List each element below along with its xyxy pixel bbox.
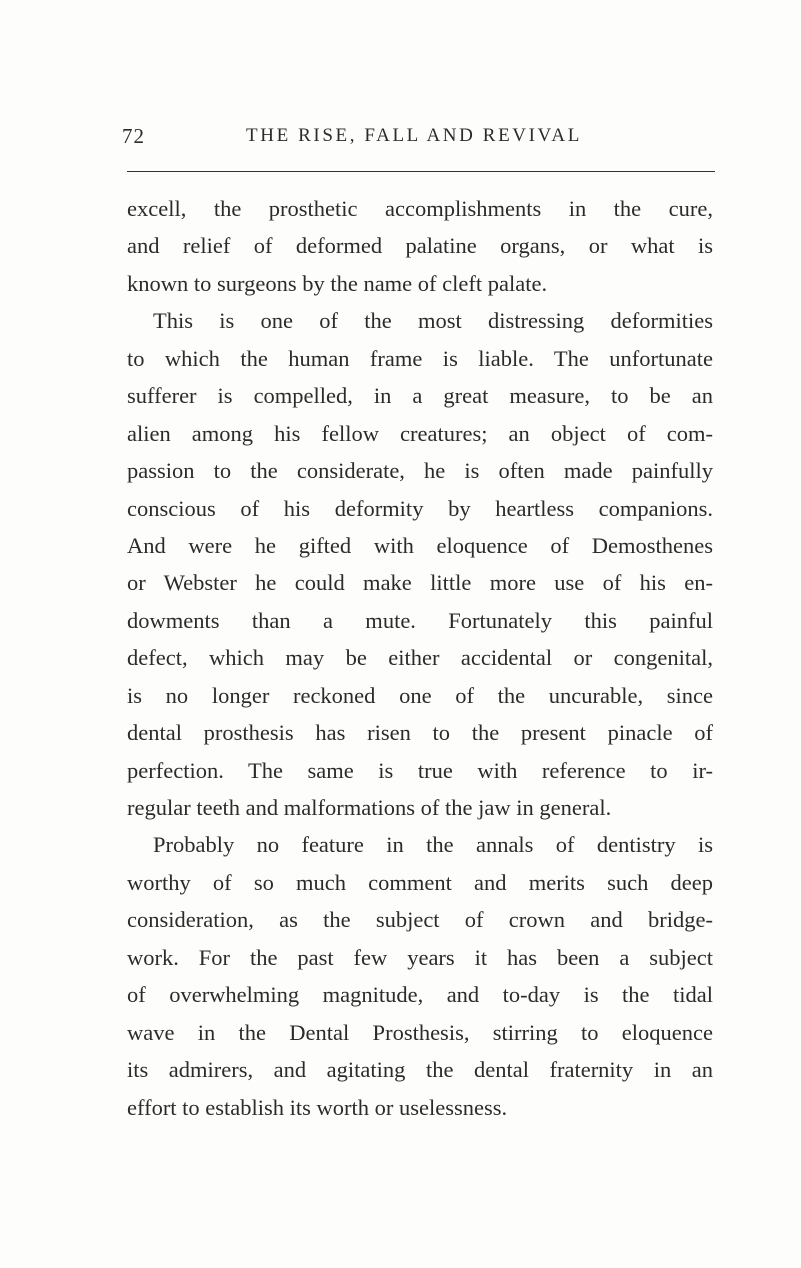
text-line: excell, the prosthetic accomplishments in the cure,: [127, 196, 713, 221]
text-line: to which the human frame is liable. The unfortunate: [127, 345, 713, 371]
text-line: dental prosthesis has risen to the present pinacle of: [127, 720, 713, 746]
running-head: [122, 124, 706, 154]
text-line: regular teeth and malformations of the jaw in general.: [127, 795, 612, 820]
text-line: perfection. The same is true with reference to ir-: [127, 757, 713, 783]
text-line: passion to the considerate, he is often made painfully: [127, 458, 713, 484]
text-line: is no longer reckoned one of the uncurable, since: [127, 682, 713, 708]
text-line: consideration, as the subject of crown and bridge-: [127, 907, 713, 933]
text-line: dowments than a mute. Fortunately this painful: [127, 607, 713, 633]
text-line: defect, which may be either accidental or congenital,: [127, 645, 713, 671]
page-number: 72: [122, 124, 145, 148]
header-rule: [127, 171, 715, 172]
text-line: or Webster he could make little more use of his en-: [127, 570, 713, 596]
text-line: work. For the past few years it has been a subject: [127, 944, 713, 970]
text-line: alien among his fellow creatures; an object of com-: [127, 420, 713, 446]
text-line: sufferer is compelled, in a great measure, to be an: [127, 383, 713, 409]
running-title: THE RISE, FALL AND REVIVAL: [246, 125, 582, 146]
text-line: of overwhelming magnitude, and to-day is the tidal: [127, 982, 713, 1008]
text-line: conscious of his deformity by heartless companions.: [127, 495, 713, 521]
text-line: This is one of the most distressing deformities: [153, 308, 713, 334]
text-line: and relief of deformed palatine organs, or what is: [127, 233, 713, 259]
text-line: worthy of so much comment and merits such deep: [127, 869, 713, 895]
text-line: And were he gifted with eloquence of Demosthenes: [127, 532, 713, 558]
body-text: [127, 190, 713, 1126]
text-line: its admirers, and agitating the dental fraternity in an: [127, 1057, 713, 1083]
text-line: Probably no feature in the annals of dentistry is: [153, 832, 713, 858]
text-line: known to surgeons by the name of cleft palate.: [127, 270, 548, 296]
text-line: wave in the Dental Prosthesis, stirring to eloquence: [127, 1019, 713, 1045]
text-line: effort to establish its worth or uselessness.: [127, 1094, 508, 1120]
